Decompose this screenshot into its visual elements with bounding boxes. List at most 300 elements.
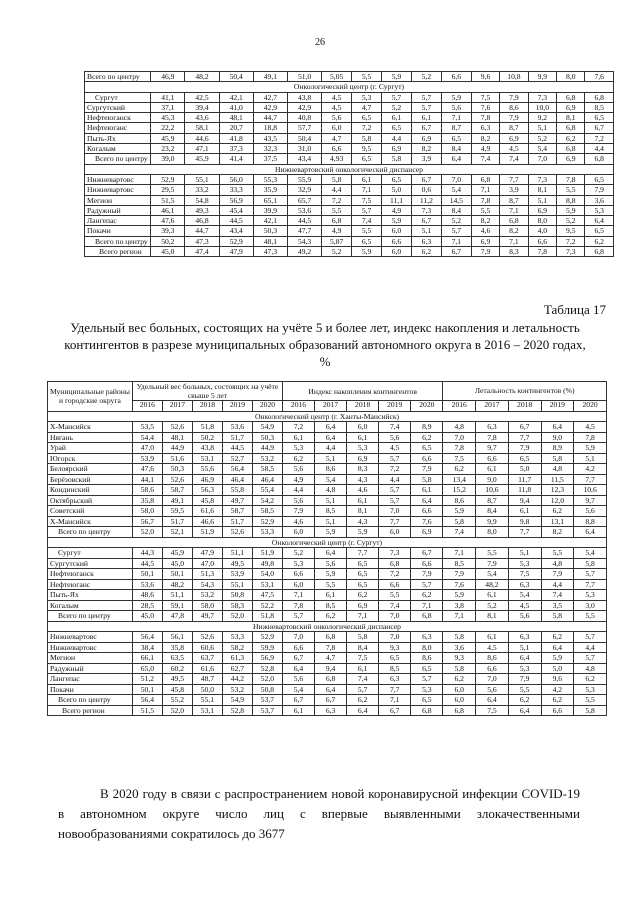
table-title: Удельный вес больных, состоящих на учёте 5 и более лет, индекс накопления и летальность контингентов в разрезе муниципальных образований автономного округа в 2016 – 2020 годах, % (64, 320, 586, 369)
table-cell: 7,8 (471, 113, 499, 123)
row-label: Нягань (48, 432, 133, 443)
table-cell: 5,7 (574, 632, 607, 643)
table-cell: 53,6 (288, 205, 322, 215)
table-cell: 56,7 (132, 516, 162, 527)
table-cell: 5,8 (443, 516, 476, 527)
table-cell: 4,5 (476, 642, 509, 653)
table-cell: 6,8 (471, 174, 499, 184)
table-cell: 5,1 (528, 123, 556, 133)
table-cell: 7,8 (282, 600, 314, 611)
row-label: Нижневартовс (48, 632, 133, 643)
table-cell: 6,1 (411, 113, 441, 123)
table-cell: 6,5 (352, 113, 382, 123)
table-cell: 7,0 (282, 632, 314, 643)
table-cell: 49,3 (185, 205, 219, 215)
table-cell: 5,1 (315, 453, 347, 464)
table-row (48, 674, 607, 685)
table-cell: 6,2 (557, 133, 585, 143)
table-cell: 5,6 (508, 611, 541, 622)
table-cell: 6,6 (441, 72, 471, 82)
table-cell: 45,8 (162, 684, 192, 695)
header-year: 2018 (347, 401, 379, 412)
table-cell: 8,1 (557, 113, 585, 123)
table-cell: 45,9 (162, 548, 192, 559)
table-cell: 7,0 (441, 174, 471, 184)
table-cell: 65,7 (288, 195, 322, 205)
section-title: Онкологический центр (г. Сургут) (48, 537, 607, 548)
table-cell: 43,6 (185, 113, 219, 123)
table-cell: 50,8 (252, 684, 282, 695)
table-row (48, 485, 607, 496)
table-cell: 5,6 (282, 674, 314, 685)
table-cell: 44,9 (162, 443, 192, 454)
table-cell: 6,3 (411, 632, 443, 643)
table-cell: 4,3 (347, 516, 379, 527)
table-cell: 5,7 (352, 205, 382, 215)
table-cell: 42,9 (253, 102, 287, 112)
table-cell: 5,5 (315, 579, 347, 590)
table-cell: 6,9 (347, 453, 379, 464)
table-cell: 50,2 (151, 236, 185, 246)
table-cell: 8,5 (443, 558, 476, 569)
table-cell: 51,8 (192, 422, 222, 433)
table-cell: 51,7 (222, 516, 252, 527)
table-cell: 5,2 (557, 216, 585, 226)
section-title: Онкологический центр (г. Сургут) (85, 82, 614, 92)
table-cell: 52,0 (162, 705, 192, 716)
table-cell: 45,8 (192, 495, 222, 506)
table-row (85, 226, 614, 236)
table-cell: 6,8 (557, 123, 585, 133)
table-cell: 6,1 (352, 174, 382, 184)
table-cell: 5,9 (347, 527, 379, 538)
table-cell: 8,2 (541, 527, 574, 538)
table-cell: 5,6 (282, 495, 314, 506)
table-row (48, 558, 607, 569)
table-cell: 46,6 (192, 516, 222, 527)
table-cell: 59,1 (162, 600, 192, 611)
table-cell: 51,5 (132, 705, 162, 716)
table-cell: 53,2 (222, 684, 252, 695)
table-cell: 40,8 (288, 113, 322, 123)
table-cell: 6,8 (411, 705, 443, 716)
table-cell: 6,6 (528, 236, 556, 246)
table-cell: 6,3 (508, 632, 541, 643)
table-cell: 45,9 (151, 133, 185, 143)
table-cell: 50,1 (132, 569, 162, 580)
table-cell: 12,3 (541, 485, 574, 496)
table-cell: 58,5 (252, 506, 282, 517)
table-cell: 6,7 (411, 123, 441, 133)
table-cell: 56,3 (192, 485, 222, 496)
table-cell: 9,0 (476, 474, 509, 485)
table-cell: 50,4 (288, 133, 322, 143)
row-label: Всего по центру (48, 695, 133, 706)
table-cell: 47,6 (132, 464, 162, 475)
table-cell: 5,5 (574, 695, 607, 706)
table-cell: 8,0 (528, 216, 556, 226)
table-cell: 65,1 (253, 195, 287, 205)
table-cell: 9,4 (315, 663, 347, 674)
table-cell: 4,4 (574, 642, 607, 653)
table-cell: 7,3 (411, 205, 441, 215)
header-group-index: Индекс накопления контингентов (282, 382, 442, 401)
table-cell: 5,87 (322, 236, 352, 246)
table-cell: 6,0 (382, 226, 412, 236)
table-cell: 5,0 (382, 185, 412, 195)
table-cell: 5,9 (352, 247, 382, 257)
body-paragraph: В 2020 году в связи с распространением новой коронавирусной инфекции COVID-19 в автономном округе число лиц с впервые выявленными злокачественными новообразованиями сократилось до 3677 (58, 786, 580, 841)
table-cell: 7,1 (500, 205, 528, 215)
table-cell: 41,1 (151, 92, 185, 102)
table-cell: 52,9 (151, 174, 185, 184)
table-cell: 6,4 (411, 495, 443, 506)
table-cell: 49,8 (252, 558, 282, 569)
table-cell: 52,9 (252, 516, 282, 527)
table-cell: 11,8 (508, 485, 541, 496)
table-cell: 32,9 (288, 185, 322, 195)
table-cell: 11,5 (541, 474, 574, 485)
table-cell: 4,8 (541, 558, 574, 569)
table-cell: 7,6 (411, 516, 443, 527)
table-cell: 5,7 (282, 611, 314, 622)
table-cell: 37,3 (219, 144, 253, 154)
table-cell: 5,7 (441, 226, 471, 236)
section-row (48, 621, 607, 632)
table-cell: 54,9 (252, 422, 282, 433)
table-cell: 54,9 (222, 695, 252, 706)
table-cell: 8,6 (315, 464, 347, 475)
table-row (48, 611, 607, 622)
table-cell: 49,5 (162, 674, 192, 685)
table-cell: 4,4 (322, 185, 352, 195)
table-cell: 58,5 (252, 464, 282, 475)
table-cell: 5,8 (347, 632, 379, 643)
table-cell: 47,6 (151, 216, 185, 226)
table-cell: 59,9 (252, 642, 282, 653)
table-cell: 5,6 (282, 464, 314, 475)
table-cell: 39,4 (185, 102, 219, 112)
row-label: Нефтеюганс (85, 123, 151, 133)
table-cell: 6,9 (411, 527, 443, 538)
table-cell: 29,5 (151, 185, 185, 195)
table-cell: 6,2 (508, 695, 541, 706)
table-cell: 6,4 (315, 548, 347, 559)
table-cell: 7,8 (528, 247, 556, 257)
table-cell: 6,0 (443, 684, 476, 695)
table-row (85, 123, 614, 133)
table-cell: 8,8 (574, 516, 607, 527)
table-cell: 5,5 (352, 72, 382, 82)
table-cell: 5,2 (476, 600, 509, 611)
table-cell: 6,4 (574, 527, 607, 538)
table-cell: 5,9 (574, 443, 607, 454)
table-cell: 7,9 (500, 113, 528, 123)
table-cell: 5,7 (411, 674, 443, 685)
table-cell: 9,2 (528, 113, 556, 123)
table-cell: 23,2 (151, 144, 185, 154)
table-cell: 15,2 (443, 485, 476, 496)
table-cell: 7,0 (379, 611, 411, 622)
table-cell: 6,2 (541, 695, 574, 706)
table-cell: 8,1 (347, 506, 379, 517)
table-cell: 8,5 (315, 600, 347, 611)
table-cell: 47,4 (185, 247, 219, 257)
section-title: Онкологический центр (г. Ханты-Мансийск) (48, 411, 607, 422)
table-row (48, 422, 607, 433)
table-cell: 6,7 (411, 216, 441, 226)
table-cell: 43,8 (192, 443, 222, 454)
table-cell: 52,1 (162, 527, 192, 538)
table-cell: 7,9 (471, 247, 499, 257)
table-cell: 5,2 (382, 102, 412, 112)
table-cell: 4,2 (541, 684, 574, 695)
table-cell: 50,4 (219, 72, 253, 82)
table-cell: 7,1 (411, 600, 443, 611)
table-cell: 5,2 (411, 72, 441, 82)
table-cell: 52,7 (222, 453, 252, 464)
table-cell: 46,4 (222, 474, 252, 485)
table-row (48, 684, 607, 695)
header-year: 2017 (162, 401, 192, 412)
table-cell: 6,5 (382, 123, 412, 133)
header-year: 2020 (411, 401, 443, 412)
table-cell: 8,2 (411, 144, 441, 154)
table-cell: 5,7 (382, 92, 412, 102)
data-table-body (48, 411, 607, 716)
table-cell: 7,3 (557, 247, 585, 257)
row-label: Мегион (85, 195, 151, 205)
table-cell: 20,7 (219, 123, 253, 133)
table-row (48, 453, 607, 464)
table-cell: 6,9 (347, 600, 379, 611)
row-label: Радужный (85, 205, 151, 215)
table-cell: 55,3 (253, 174, 287, 184)
table-cell: 5,7 (574, 653, 607, 664)
table-cell: 6,4 (315, 422, 347, 433)
table-cell: 47,9 (219, 247, 253, 257)
row-label: Сургутский (85, 102, 151, 112)
table-cell: 5,05 (322, 72, 352, 82)
table-cell: 59,5 (162, 506, 192, 517)
table-cell: 13,4 (443, 474, 476, 485)
table-cell: 6,1 (282, 705, 314, 716)
table-cell: 47,9 (192, 548, 222, 559)
row-label: Нефтеюганс (48, 579, 133, 590)
table-cell: 5,4 (528, 144, 556, 154)
table-cell: 7,9 (585, 185, 614, 195)
table-cell: 0,6 (411, 185, 441, 195)
table-cell: 9,5 (557, 226, 585, 236)
table-cell: 4,9 (282, 474, 314, 485)
table-cell: 13,1 (541, 516, 574, 527)
table-cell: 4,4 (379, 474, 411, 485)
table-cell: 5,9 (557, 205, 585, 215)
table-cell: 51,0 (288, 72, 322, 82)
table-cell: 5,7 (411, 92, 441, 102)
table-cell: 6,4 (282, 663, 314, 674)
table-cell: 6,4 (508, 653, 541, 664)
row-label: Сургут (48, 548, 133, 559)
table-cell: 63,5 (162, 653, 192, 664)
table-cell: 7,5 (471, 92, 499, 102)
table-cell: 5,3 (411, 684, 443, 695)
table-cell: 7,9 (476, 558, 509, 569)
table-cell: 32,3 (253, 144, 287, 154)
table-cell: 9,6 (471, 72, 499, 82)
table-cell: 5,7 (574, 569, 607, 580)
table-cell: 6,5 (585, 174, 614, 184)
row-label: Х-Мансийск (48, 516, 133, 527)
table-cell: 6,8 (315, 632, 347, 643)
table-row (48, 495, 607, 506)
table-cell: 55,1 (222, 579, 252, 590)
table-cell: 6,2 (282, 453, 314, 464)
table-cell: 5,8 (574, 558, 607, 569)
table-cell: 35,8 (162, 642, 192, 653)
table-cell: 10,8 (500, 72, 528, 82)
table-cell: 5,8 (322, 174, 352, 184)
table-cell: 44,6 (185, 133, 219, 143)
table-cell: 8,0 (411, 642, 443, 653)
table-cell: 41,4 (219, 154, 253, 164)
table-row (85, 216, 614, 226)
table-cell: 6,5 (585, 113, 614, 123)
table-cell: 51,1 (162, 590, 192, 601)
table-cell: 9,7 (574, 495, 607, 506)
table-cell: 11,1 (382, 195, 412, 205)
table-cell: 5,3 (574, 684, 607, 695)
table-cell: 48,7 (192, 674, 222, 685)
table-row (48, 642, 607, 653)
table-cell: 7,8 (574, 432, 607, 443)
table-cell: 45,0 (151, 247, 185, 257)
table-cell: 5,5 (476, 548, 509, 559)
table-cell: 6,7 (315, 695, 347, 706)
table-cell: 6,6 (379, 579, 411, 590)
table-cell: 7,1 (352, 185, 382, 195)
table-cell: 7,0 (379, 632, 411, 643)
table-cell: 49,2 (288, 247, 322, 257)
table-cell: 5,0 (508, 464, 541, 475)
table-cell: 6,1 (315, 590, 347, 601)
table-cell: 6,4 (476, 695, 509, 706)
table-cell: 7,5 (508, 569, 541, 580)
table-cell: 43,5 (253, 133, 287, 143)
table-cell: 53,1 (192, 705, 222, 716)
table-cell: 5,7 (379, 495, 411, 506)
table-cell: 6,4 (508, 705, 541, 716)
table-cell: 47,0 (132, 443, 162, 454)
row-label: Нефтеюганск (85, 113, 151, 123)
table-cell: 50,1 (162, 569, 192, 580)
table-cell: 6,1 (382, 113, 412, 123)
table-cell: 39,9 (253, 205, 287, 215)
table-cell: 45,0 (162, 558, 192, 569)
table-cell: 6,0 (347, 422, 379, 433)
table-cell: 6,6 (282, 569, 314, 580)
table-row (48, 527, 607, 538)
table-cell: 7,4 (347, 674, 379, 685)
table-cell: 4,5 (500, 144, 528, 154)
table-cell: 6,8 (315, 674, 347, 685)
row-label: Покачи (48, 684, 133, 695)
table-cell: 6,3 (471, 123, 499, 133)
table-cell: 6,8 (411, 611, 443, 622)
table-cell: 49,7 (222, 495, 252, 506)
header-year: 2017 (315, 401, 347, 412)
table-row (48, 516, 607, 527)
table-cell: 8,4 (441, 144, 471, 154)
row-label: Лангепас (48, 674, 133, 685)
table-cell: 5,3 (585, 205, 614, 215)
table-cell: 6,1 (282, 432, 314, 443)
table-cell: 8,7 (476, 495, 509, 506)
table-cell: 6,1 (476, 464, 509, 475)
table-cell: 5,2 (441, 216, 471, 226)
table-cell: 9,5 (352, 144, 382, 154)
table-cell: 7,1 (443, 611, 476, 622)
table-cell: 6,4 (585, 216, 614, 226)
table-cell: 8,3 (347, 464, 379, 475)
table-cell: 55,8 (222, 485, 252, 496)
table-cell: 58,1 (185, 123, 219, 133)
table-cell: 5,3 (282, 443, 314, 454)
table-cell: 6,1 (411, 485, 443, 496)
row-label: Нижневартовс (85, 185, 151, 195)
table-cell: 4,0 (528, 226, 556, 236)
table-cell: 6,2 (443, 464, 476, 475)
table-cell: 7,3 (528, 92, 556, 102)
table-cell: 7,7 (379, 684, 411, 695)
table-cell: 5,3 (347, 443, 379, 454)
table-cell: 7,8 (443, 443, 476, 454)
table-cell: 7,1 (347, 611, 379, 622)
table-cell: 6,6 (411, 558, 443, 569)
table-cell: 6,7 (411, 174, 441, 184)
table-cell: 5,9 (382, 72, 412, 82)
table-cell: 35,9 (253, 185, 287, 195)
table-cell: 7,1 (379, 695, 411, 706)
table-cell: 63,7 (192, 653, 222, 664)
table-cell: 4,6 (347, 485, 379, 496)
table-row (48, 705, 607, 716)
row-label: Всего по центру (85, 72, 151, 82)
table-cell: 8,9 (541, 443, 574, 454)
table-cell: 5,4 (508, 590, 541, 601)
table-cell: 42,1 (253, 216, 287, 226)
table-cell: 41,8 (219, 133, 253, 143)
table-cell: 5,9 (315, 527, 347, 538)
table-cell: 5,5 (352, 226, 382, 236)
table-cell: 33,3 (219, 185, 253, 195)
data-table (47, 381, 607, 716)
table-cell: 6,2 (411, 432, 443, 443)
table-row (85, 174, 614, 184)
section-row (48, 537, 607, 548)
table-cell: 5,8 (443, 663, 476, 674)
table-cell: 52,2 (252, 600, 282, 611)
table-cell: 7,7 (508, 527, 541, 538)
table-cell: 51,9 (252, 548, 282, 559)
table-cell: 3,5 (541, 600, 574, 611)
table-cell: 42,7 (253, 92, 287, 102)
table-cell: 6,2 (585, 236, 614, 246)
table-cell: 53,7 (252, 705, 282, 716)
table-cell: 7,5 (443, 453, 476, 464)
table-cell: 9,8 (508, 516, 541, 527)
table-cell: 44,7 (253, 113, 287, 123)
